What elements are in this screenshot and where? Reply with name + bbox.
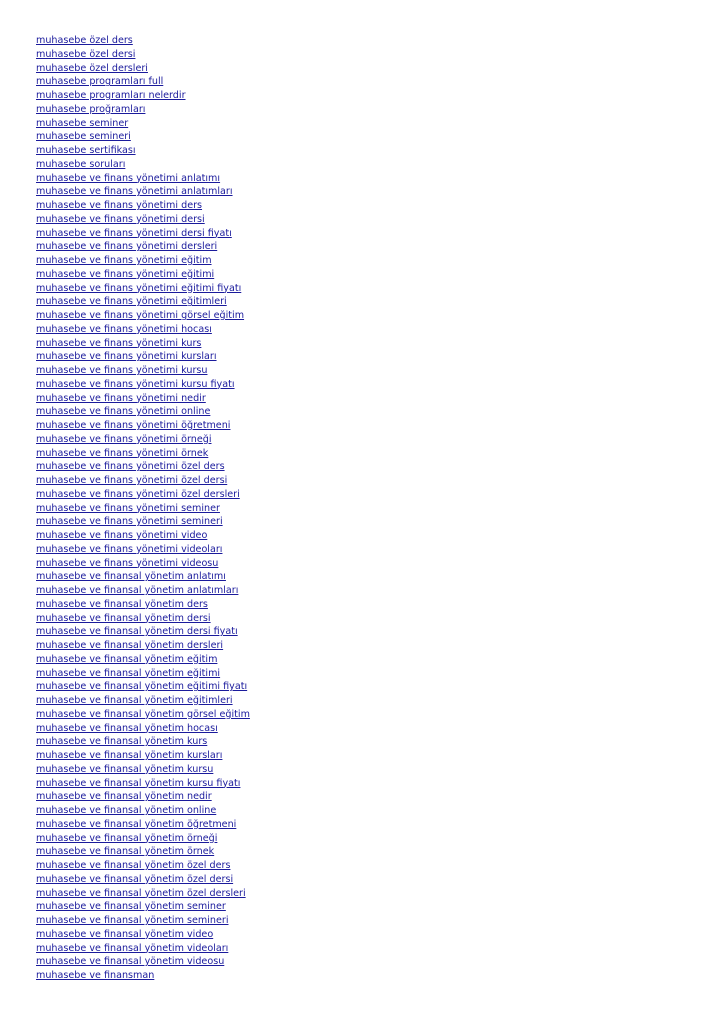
list-item: [36, 651, 696, 665]
keyword-link[interactable]: muhasebe ve finansal yönetim anlatımları: [36, 585, 239, 596]
list-item: [36, 128, 696, 142]
keyword-link-list: [36, 32, 696, 981]
list-item: [36, 500, 696, 514]
keyword-link[interactable]: muhasebe ve finansal yönetim örneği: [36, 832, 218, 844]
keyword-link[interactable]: muhasebe ve finansal yönetim eğitimi fiyatı: [36, 681, 248, 693]
keyword-link[interactable]: muhasebe ve finansal yönetim video: [36, 928, 214, 940]
list-item: [36, 555, 696, 569]
list-item: [36, 830, 696, 844]
keyword-link[interactable]: muhasebe sertifikası: [36, 145, 136, 156]
keyword-link[interactable]: muhasebe özel ders: [36, 35, 133, 46]
keyword-link[interactable]: muhasebe ve finansal yönetim öğretmeni: [36, 818, 237, 830]
list-item: [36, 802, 696, 816]
list-item: [36, 348, 696, 362]
keyword-link[interactable]: muhasebe ve finansal yönetim eğitimleri: [36, 695, 233, 706]
keyword-link[interactable]: muhasebe seminer: [36, 117, 129, 129]
list-item: [36, 623, 696, 637]
list-item: [36, 266, 696, 280]
list-item: [36, 362, 696, 376]
list-item: [36, 885, 696, 899]
keyword-link[interactable]: muhasebe ve finansal yönetim semineri: [36, 915, 229, 926]
keyword-link[interactable]: muhasebe ve finans yönetimi nedir: [36, 392, 206, 404]
document-page: [36, 32, 696, 981]
list-item: [36, 445, 696, 459]
list-item: [36, 225, 696, 239]
keyword-link[interactable]: muhasebe proğramları: [36, 103, 146, 115]
keyword-link[interactable]: muhasebe ve finansal yönetim özel dersi: [36, 873, 234, 885]
list-item: [36, 761, 696, 775]
keyword-link[interactable]: muhasebe ve finans yönetimi eğitimi fiyatı: [36, 282, 242, 294]
keyword-link[interactable]: muhasebe ve finansman: [36, 970, 155, 981]
list-item: [36, 376, 696, 390]
list-item: [36, 335, 696, 349]
keyword-link[interactable]: muhasebe ve finans yönetimi hocası: [36, 323, 212, 335]
list-item: [36, 940, 696, 954]
list-item: [36, 458, 696, 472]
keyword-link[interactable]: muhasebe ve finans yönetimi özel dersleri: [36, 488, 240, 500]
list-item: [36, 32, 696, 46]
keyword-link[interactable]: muhasebe ve finans yönetimi eğitimi: [36, 268, 215, 280]
list-item: [36, 665, 696, 679]
keyword-link[interactable]: muhasebe ve finans yönetimi kursu fiyatı: [36, 378, 235, 390]
list-item: [36, 788, 696, 802]
keyword-link[interactable]: muhasebe ve finans yönetimi örneği: [36, 433, 212, 445]
keyword-link[interactable]: muhasebe ve finans yönetimi dersi fiyatı: [36, 227, 232, 239]
keyword-link[interactable]: muhasebe ve finansal yönetim kursu fiyatı: [36, 777, 241, 789]
list-item: [36, 417, 696, 431]
keyword-link[interactable]: muhasebe ve finansal yönetim kursları: [36, 750, 223, 761]
list-item: [36, 747, 696, 761]
list-item: [36, 280, 696, 294]
list-item: [36, 706, 696, 720]
list-item: [36, 87, 696, 101]
list-item: [36, 720, 696, 734]
list-item: [36, 857, 696, 871]
keyword-link[interactable]: muhasebe ve finansal yönetim online: [36, 805, 217, 816]
list-item: [36, 486, 696, 500]
keyword-link[interactable]: muhasebe ve finans yönetimi görsel eğitim: [36, 310, 245, 321]
list-item: [36, 293, 696, 307]
list-item: [36, 816, 696, 830]
keyword-link[interactable]: muhasebe ve finans yönetimi anlatımı: [36, 172, 221, 184]
keyword-link[interactable]: muhasebe ve finans yönetimi kursları: [36, 351, 217, 363]
keyword-link[interactable]: muhasebe ve finans yönetimi örnek: [36, 447, 209, 459]
keyword-link[interactable]: muhasebe ve finans yönetimi online: [36, 406, 211, 418]
keyword-link[interactable]: muhasebe ve finansal yönetim kurs: [36, 736, 208, 748]
keyword-link[interactable]: muhasebe ve finansal yönetim görsel eğitim: [36, 708, 250, 720]
list-item: [36, 678, 696, 692]
keyword-link[interactable]: muhasebe ve finansal yönetim özel ders: [36, 860, 231, 871]
keyword-link[interactable]: muhasebe ve finansal yönetim dersi: [36, 612, 211, 624]
keyword-link[interactable]: muhasebe ve finans yönetimi kurs: [36, 337, 202, 349]
list-item: [36, 733, 696, 747]
keyword-link[interactable]: muhasebe ve finans yönetimi öğretmeni: [36, 420, 231, 431]
keyword-link[interactable]: muhasebe ve finans yönetimi videoları: [36, 543, 223, 555]
keyword-link[interactable]: muhasebe ve finansal yönetim videoları: [36, 942, 229, 954]
list-item: [36, 610, 696, 624]
list-item: [36, 596, 696, 610]
list-item: [36, 541, 696, 555]
keyword-link[interactable]: muhasebe ve finans yönetimi eğitim: [36, 255, 212, 266]
keyword-link[interactable]: muhasebe ve finansal yönetim eğitimi: [36, 667, 221, 679]
list-item: [36, 568, 696, 582]
keyword-link[interactable]: muhasebe özel dersi: [36, 48, 136, 60]
keyword-link[interactable]: muhasebe ve finansal yönetim eğitim: [36, 653, 218, 665]
list-item: [36, 871, 696, 885]
list-item: [36, 197, 696, 211]
keyword-link[interactable]: muhasebe ve finans yönetimi ders: [36, 200, 203, 211]
list-item: [36, 775, 696, 789]
list-item: [36, 898, 696, 912]
list-item: [36, 252, 696, 266]
keyword-link[interactable]: muhasebe ve finans yönetimi kursu: [36, 365, 208, 376]
list-item: [36, 472, 696, 486]
keyword-link[interactable]: muhasebe ve finans yönetimi video: [36, 530, 208, 541]
list-item: [36, 321, 696, 335]
keyword-link[interactable]: muhasebe soruları: [36, 158, 126, 170]
list-item: [36, 926, 696, 940]
keyword-link[interactable]: muhasebe semineri: [36, 131, 131, 143]
keyword-link[interactable]: muhasebe ve finansal yönetim hocası: [36, 722, 218, 734]
list-item: [36, 403, 696, 417]
list-item: [36, 46, 696, 60]
list-item: [36, 513, 696, 527]
list-item: [36, 211, 696, 225]
keyword-link[interactable]: muhasebe ve finansal yönetim dersi fiyatı: [36, 626, 238, 638]
keyword-link[interactable]: muhasebe ve finansal yönetim kursu: [36, 763, 214, 775]
keyword-link[interactable]: muhasebe ve finans yönetimi seminer: [36, 502, 220, 514]
keyword-link[interactable]: muhasebe ve finansal yönetim özel dersleri: [36, 887, 246, 899]
keyword-link[interactable]: muhasebe ve finansal yönetim dersleri: [36, 640, 224, 651]
keyword-link[interactable]: muhasebe ve finansal yönetim videosu: [36, 956, 225, 968]
list-item: [36, 73, 696, 87]
keyword-link[interactable]: muhasebe ve finans yönetimi dersi: [36, 213, 205, 225]
keyword-link[interactable]: muhasebe ve finansal yönetim anlatımı: [36, 571, 226, 583]
keyword-link[interactable]: muhasebe ve finans yönetimi anlatımları: [36, 186, 233, 198]
keyword-link[interactable]: muhasebe ve finansal yönetim seminer: [36, 901, 226, 913]
keyword-link[interactable]: muhasebe ve finans yönetimi dersleri: [36, 241, 218, 253]
list-item: [36, 527, 696, 541]
list-item: [36, 912, 696, 926]
keyword-link[interactable]: muhasebe ve finansal yönetim nedir: [36, 791, 212, 803]
keyword-link[interactable]: muhasebe programları full: [36, 76, 164, 88]
list-item: [36, 156, 696, 170]
list-item: [36, 170, 696, 184]
list-item: [36, 101, 696, 115]
list-item: [36, 967, 696, 981]
list-item: [36, 115, 696, 129]
keyword-link[interactable]: muhasebe programları nelerdir: [36, 90, 186, 101]
list-item: [36, 431, 696, 445]
list-item: [36, 60, 696, 74]
list-item: [36, 637, 696, 651]
list-item: [36, 953, 696, 967]
list-item: [36, 692, 696, 706]
list-item: [36, 582, 696, 596]
keyword-link[interactable]: muhasebe ve finans yönetimi özel dersi: [36, 475, 228, 486]
keyword-link[interactable]: muhasebe özel dersleri: [36, 62, 148, 74]
keyword-link[interactable]: muhasebe ve finans yönetimi semineri: [36, 516, 223, 528]
keyword-link[interactable]: muhasebe ve finansal yönetim ders: [36, 598, 208, 610]
list-item: [36, 238, 696, 252]
keyword-link[interactable]: muhasebe ve finans yönetimi videosu: [36, 557, 219, 569]
keyword-link[interactable]: muhasebe ve finans yönetimi eğitimleri: [36, 296, 227, 308]
list-item: [36, 843, 696, 857]
list-item: [36, 307, 696, 321]
keyword-link[interactable]: muhasebe ve finansal yönetim örnek: [36, 846, 215, 858]
keyword-link[interactable]: muhasebe ve finans yönetimi özel ders: [36, 461, 225, 473]
list-item: [36, 183, 696, 197]
list-item: [36, 390, 696, 404]
list-item: [36, 142, 696, 156]
